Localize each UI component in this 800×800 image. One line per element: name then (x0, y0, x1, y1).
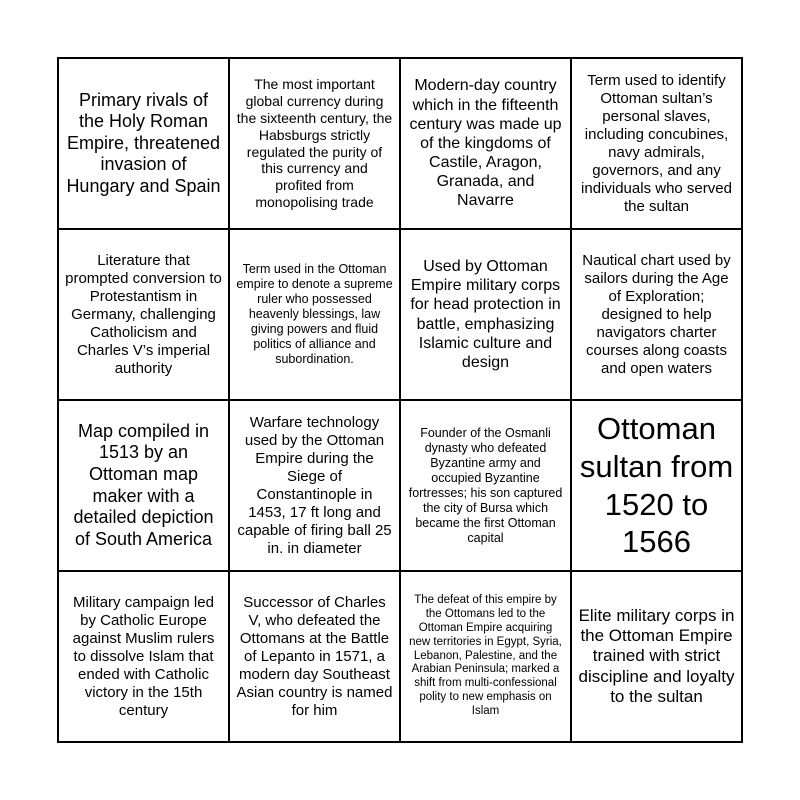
bingo-cell[interactable] (400, 400, 571, 571)
cell-text: The most important global currency during the sixteenth century, the Habsburgs strictly regulated the purity of this currency and profited from monopolising trade (236, 76, 393, 210)
cell-text: Successor of Charles V, who defeated the Ottomans at the Battle of Lepanto in 1571, a modern day Southeast Asian country is named for him (236, 593, 393, 719)
bingo-cell[interactable] (400, 58, 571, 229)
bingo-cell[interactable] (58, 58, 229, 229)
cell-text: Used by Ottoman Empire military corps for head protection in battle, emphasizing Islamic culture and design (410, 257, 561, 371)
bingo-cell[interactable] (58, 229, 229, 400)
cell-text: Modern-day country which in the fifteenth century was made up of the kingdoms of Castile, Aragon, Granada, and Navarre (409, 77, 562, 210)
cell-text: Elite military corps in the Ottoman Empire trained with strict discipline and loyalty to the sultan (578, 605, 735, 707)
bingo-cell[interactable] (571, 58, 742, 229)
bingo-cell[interactable] (400, 229, 571, 400)
cell-text: The defeat of this empire by the Ottomans led to the Ottoman Empire acquiring new territories in Egypt, Syria, Lebanon, Palestine, and the Arabian Peninsula; marked a shift from multi-confessional polity to new emphasis on Islam (409, 594, 562, 717)
bingo-cell[interactable] (571, 400, 742, 571)
cell-text: Nautical chart used by sailors during the Age of Exploration; designed to help navigators charter courses along coasts and open waters (582, 251, 731, 377)
cell-text: Warfare technology used by the Ottoman Empire during the Siege of Constantinople in 1453, 17 ft long and capable of firing ball 25 in. in diameter (237, 413, 392, 557)
cell-text: Literature that prompted conversion to Protestantism in Germany, challenging Catholicism and Charles V’s imperial authority (65, 251, 222, 377)
bingo-cell[interactable] (58, 400, 229, 571)
cell-text: Founder of the Osmanli dynasty who defeated Byzantine army and occupied Byzantine fortresses; his son captured the city of Bursa which became the first Ottoman capital (408, 425, 563, 545)
cell-text: Primary rivals of the Holy Roman Empire, threatened invasion of Hungary and Spain (66, 89, 221, 196)
bingo-board (57, 57, 743, 743)
bingo-cell[interactable] (571, 229, 742, 400)
bingo-cell[interactable] (229, 571, 400, 742)
bingo-cell[interactable] (229, 229, 400, 400)
bingo-cell[interactable] (229, 400, 400, 571)
bingo-cell[interactable] (229, 58, 400, 229)
cell-text: Military campaign led by Catholic Europe against Muslim rulers to dissolve Islam that ended with Catholic victory in the 15th century (72, 593, 215, 719)
cell-text: Map compiled in 1513 by an Ottoman map maker with a detailed depiction of South America (73, 420, 214, 549)
bingo-cell[interactable] (571, 571, 742, 742)
cell-text: Term used in the Ottoman empire to denote a supreme ruler who possessed heavenly blessings, law giving powers and fluid politics of alliance and subordination. (236, 262, 393, 366)
bingo-cell[interactable] (58, 571, 229, 742)
cell-text: Term used to identify Ottoman sultan’s personal slaves, including concubines, navy admirals, governors, and any individuals who served the sultan (581, 71, 732, 215)
cell-text: Ottoman sultan from 1520 to 1566 (579, 410, 734, 560)
bingo-cell[interactable] (400, 571, 571, 742)
